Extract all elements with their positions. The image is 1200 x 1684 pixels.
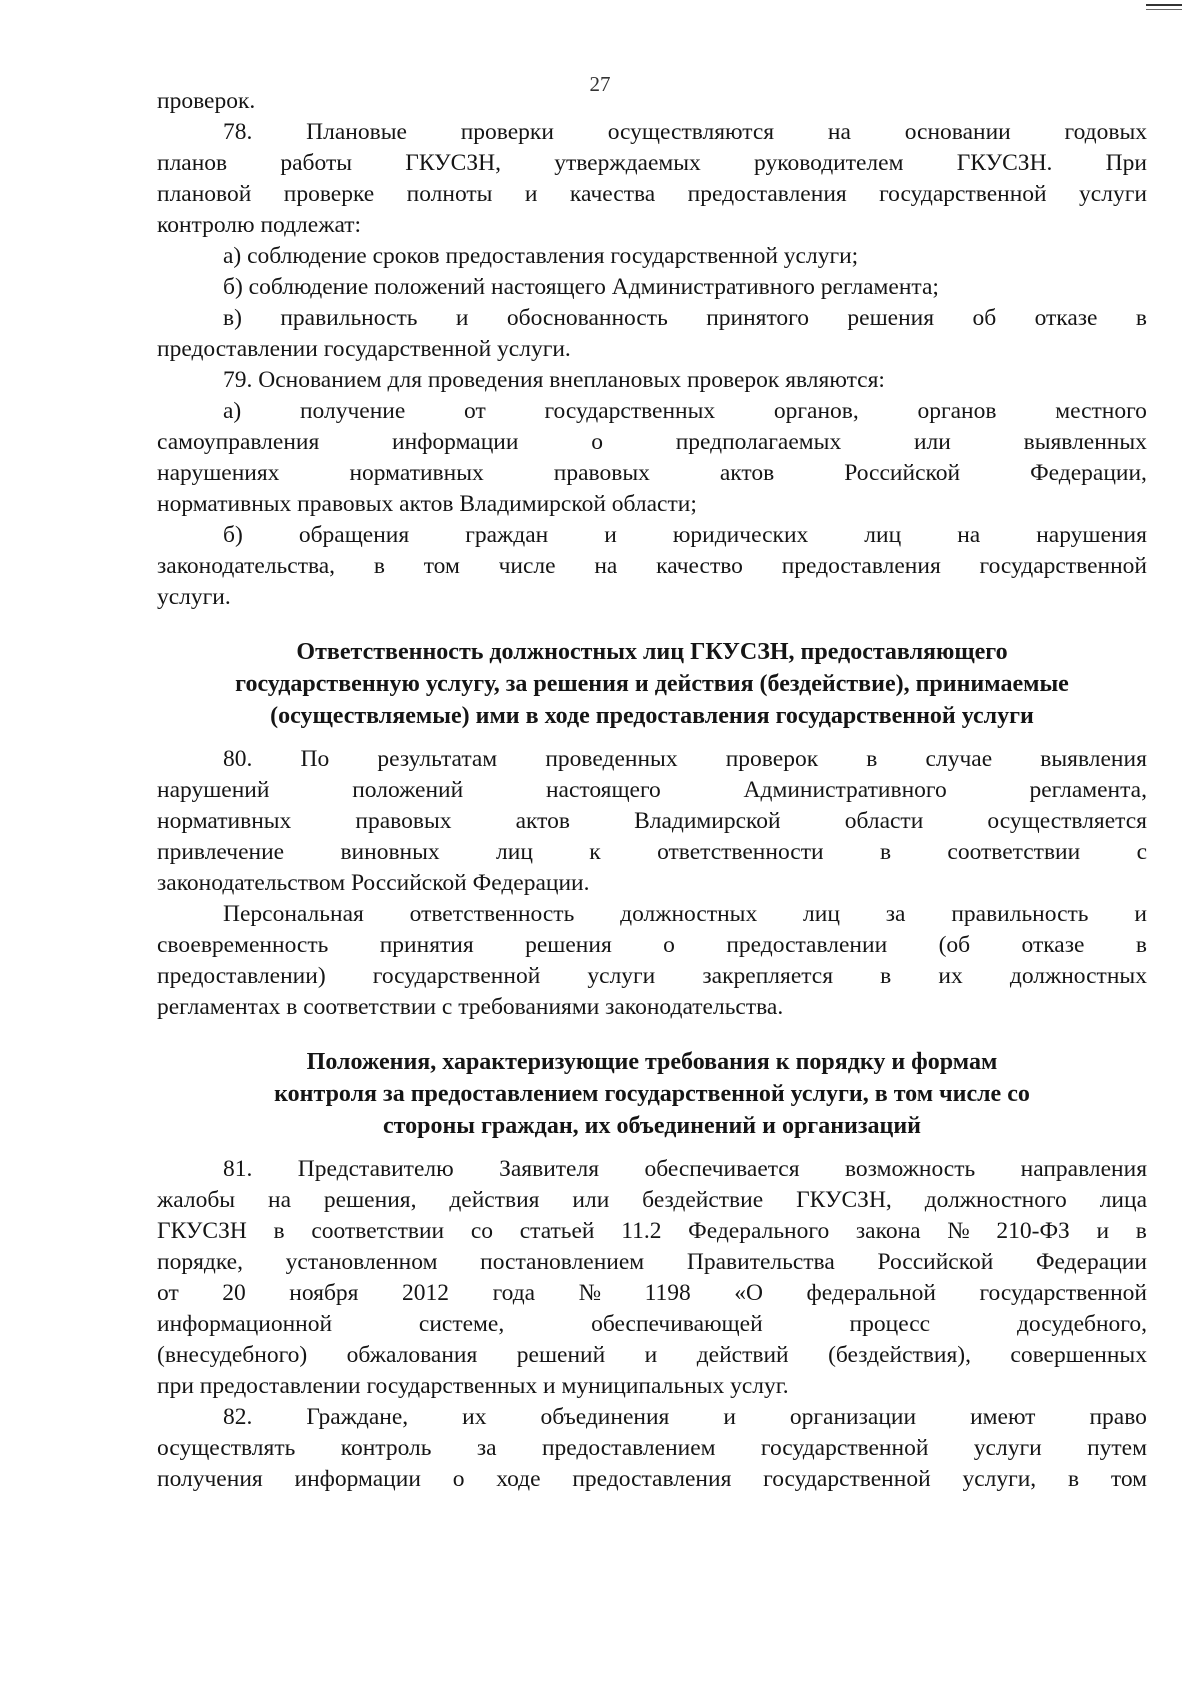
- word: соответствии: [311, 1218, 445, 1244]
- word: привлечение: [157, 839, 285, 865]
- word: федеральной: [806, 1280, 936, 1306]
- word: года: [492, 1280, 536, 1306]
- word: Владимирской: [634, 808, 781, 834]
- word: услуги: [1079, 181, 1147, 207]
- word: статьей: [519, 1218, 595, 1244]
- word: 20: [222, 1280, 246, 1306]
- word: организации: [789, 1404, 917, 1430]
- word: на: [827, 119, 851, 145]
- word: государственной: [760, 1435, 929, 1461]
- word: действий: [696, 1342, 789, 1368]
- word: за: [885, 901, 906, 927]
- word: 2012: [402, 1280, 450, 1306]
- word: и: [524, 181, 538, 207]
- section-heading-line: стороны граждан, их объединений и организаций: [382, 1113, 921, 1139]
- word: должностных: [620, 901, 758, 927]
- word: планов: [157, 150, 228, 176]
- word: «О: [734, 1280, 763, 1306]
- word: и: [455, 305, 469, 331]
- word: получения: [157, 1466, 263, 1492]
- word: информационной: [157, 1311, 333, 1337]
- word: направления: [1020, 1156, 1147, 1182]
- word: числе: [498, 553, 556, 579]
- word: Персональная: [223, 901, 364, 927]
- word: случае: [925, 746, 993, 772]
- word: и: [604, 522, 617, 548]
- paragraph-first-line: [157, 303, 1147, 334]
- word: обоснованность: [506, 305, 668, 331]
- word: законодательства,: [157, 553, 336, 579]
- word: полноты: [406, 181, 493, 207]
- word: жалобы: [157, 1187, 236, 1213]
- text-line: [157, 458, 1147, 489]
- word: 80.: [223, 746, 253, 772]
- text-line: нормативных правовых актов Владимирской области;: [157, 491, 697, 517]
- word: объединения: [540, 1404, 670, 1430]
- scan-corner-mark: [1146, 4, 1182, 10]
- word: в: [273, 1218, 285, 1244]
- word: Плановые: [306, 119, 407, 145]
- page-number: 27: [589, 72, 611, 96]
- word: основании: [904, 119, 1011, 145]
- text-line: проверок.: [157, 88, 256, 114]
- word: органов: [917, 398, 997, 424]
- word: предоставлении: [726, 932, 888, 958]
- paragraph-first-line: [157, 1402, 1147, 1433]
- word: за: [476, 1435, 497, 1461]
- word: 1198: [644, 1280, 691, 1306]
- word: актов: [515, 808, 570, 834]
- paragraph-first-line: а) соблюдение сроков предоставления государственной услуги;: [223, 243, 859, 269]
- word: правовых: [355, 808, 452, 834]
- word: и: [723, 1404, 736, 1430]
- word: в): [223, 305, 242, 331]
- text-line: [157, 961, 1147, 992]
- word: государственной: [979, 1280, 1147, 1306]
- word: годовых: [1064, 119, 1147, 145]
- word: ответственности: [657, 839, 824, 865]
- word: услуги: [973, 1435, 1042, 1461]
- word: выявленных: [1023, 429, 1147, 455]
- word: плановой: [157, 181, 252, 207]
- word: действия: [449, 1187, 540, 1213]
- word: ноября: [289, 1280, 359, 1306]
- word: утверждаемых: [554, 150, 701, 176]
- text-line: [157, 1340, 1147, 1371]
- word: лица: [1099, 1187, 1147, 1213]
- word: их: [462, 1404, 487, 1430]
- word: предоставления: [687, 181, 847, 207]
- word: Граждане,: [306, 1404, 409, 1430]
- word: контроль: [340, 1435, 432, 1461]
- word: и: [1096, 1218, 1110, 1244]
- word: руководителем: [754, 150, 904, 176]
- word: Представителю: [297, 1156, 454, 1182]
- paragraph-first-line: [157, 744, 1147, 775]
- word: том: [423, 553, 460, 579]
- word: обеспечивается: [644, 1156, 800, 1182]
- text-line: [157, 1464, 1147, 1495]
- word: со: [470, 1218, 494, 1244]
- word: соответствии: [947, 839, 1081, 865]
- word: работы: [280, 150, 353, 176]
- word: лиц: [864, 522, 902, 548]
- word: результатам: [377, 746, 498, 772]
- word: ГКУСЗН,: [405, 150, 501, 176]
- word: возможность: [844, 1156, 976, 1182]
- word: информации: [392, 429, 519, 455]
- word: области: [844, 808, 924, 834]
- document-body: [157, 86, 1147, 1495]
- word: совершенных: [1010, 1342, 1147, 1368]
- text-line: услуги.: [157, 584, 231, 610]
- paragraph-first-line: 79. Основанием для проведения внеплановых проверок являются:: [223, 367, 885, 393]
- word: лиц: [803, 901, 840, 927]
- word: ходе: [496, 1466, 541, 1492]
- word: в: [1135, 1218, 1147, 1244]
- word: и: [644, 1342, 658, 1368]
- section-heading-line: Ответственность должностных лиц ГКУСЗН, предоставляющего: [296, 639, 1008, 665]
- word: и: [1134, 901, 1147, 927]
- word: граждан: [465, 522, 549, 548]
- text-line: [157, 1216, 1147, 1247]
- text-line: [157, 1185, 1147, 1216]
- word: в: [1067, 1466, 1080, 1492]
- word: решения: [847, 305, 935, 331]
- word: нарушения: [1036, 522, 1147, 548]
- word: отказе: [1034, 305, 1098, 331]
- word: в: [880, 963, 892, 989]
- word: на: [594, 553, 618, 579]
- word: порядке,: [157, 1249, 243, 1275]
- block-spacer: [157, 613, 1147, 636]
- word: в: [866, 746, 878, 772]
- word: ГКУСЗН,: [796, 1187, 892, 1213]
- word: с: [1136, 839, 1147, 865]
- word: закона: [855, 1218, 921, 1244]
- word: а): [223, 398, 242, 424]
- word: Правительства: [686, 1249, 835, 1275]
- word: Федерального: [688, 1218, 830, 1244]
- word: виновных: [340, 839, 440, 865]
- word: По: [300, 746, 330, 772]
- word: государственной: [979, 553, 1147, 579]
- word: государственной: [879, 181, 1047, 207]
- word: к: [589, 839, 601, 865]
- word: должностного: [924, 1187, 1067, 1213]
- word: отказе: [1021, 932, 1085, 958]
- block-spacer: [157, 732, 1147, 744]
- word: обеспечивающей: [591, 1311, 763, 1337]
- word: 11.2: [621, 1218, 662, 1244]
- word: бездействие: [642, 1187, 764, 1213]
- word: (внесудебного): [157, 1342, 308, 1368]
- word: нарушений: [157, 777, 270, 803]
- word: услуги: [587, 963, 656, 989]
- word: от: [464, 398, 486, 424]
- word: на: [268, 1187, 292, 1213]
- text-line: [157, 1433, 1147, 1464]
- word: информации: [294, 1466, 421, 1492]
- word: закрепляется: [702, 963, 834, 989]
- word: 78.: [223, 119, 253, 145]
- word: Заявителя: [499, 1156, 600, 1182]
- word: нормативных: [349, 460, 484, 486]
- word: решения,: [323, 1187, 417, 1213]
- word: том: [1110, 1466, 1147, 1492]
- word: проверке: [283, 181, 375, 207]
- word: процесс: [849, 1311, 931, 1337]
- word: настоящего: [545, 777, 661, 803]
- word: проведенных: [545, 746, 678, 772]
- word: самоуправления: [157, 429, 320, 455]
- text-line: [157, 775, 1147, 806]
- word: юридических: [672, 522, 809, 548]
- word: получение: [299, 398, 406, 424]
- text-line: законодательством Российской Федерации.: [157, 870, 590, 896]
- word: правильность: [280, 305, 418, 331]
- block-spacer: [157, 1023, 1147, 1046]
- word: ответственность: [409, 901, 575, 927]
- word: Российской: [844, 460, 961, 486]
- word: органов,: [773, 398, 859, 424]
- word: на: [957, 522, 981, 548]
- word: имеют: [970, 1404, 1036, 1430]
- word: проверки: [460, 119, 554, 145]
- text-line: контролю подлежат:: [157, 212, 362, 238]
- word: о: [452, 1466, 465, 1492]
- paragraph-first-line: [157, 899, 1147, 930]
- word: (об: [938, 932, 971, 958]
- word: в: [1135, 305, 1147, 331]
- text-line: [157, 1309, 1147, 1340]
- word: или: [572, 1187, 610, 1213]
- word: право: [1089, 1404, 1147, 1430]
- word: б): [223, 522, 243, 548]
- text-line: [157, 930, 1147, 961]
- word: лиц: [496, 839, 533, 865]
- word: принятого: [706, 305, 809, 331]
- word: При: [1105, 150, 1147, 176]
- text-line: [157, 179, 1147, 210]
- word: предполагаемых: [675, 429, 842, 455]
- word: правильность: [951, 901, 1089, 927]
- text-line: [157, 837, 1147, 868]
- word: обжалования: [346, 1342, 478, 1368]
- word: нарушениях: [157, 460, 280, 486]
- text-line: [157, 806, 1147, 837]
- word: предоставлении): [157, 963, 326, 989]
- word: установленном: [285, 1249, 438, 1275]
- word: предоставления: [781, 553, 941, 579]
- section-heading-line: государственную услугу, за решения и действия (бездействие), принимаемые: [235, 671, 1069, 697]
- word: местного: [1055, 398, 1147, 424]
- text-line: при предоставлении государственных и муниципальных услуг.: [157, 1373, 789, 1399]
- word: (бездействия),: [828, 1342, 971, 1368]
- word: Административного: [743, 777, 947, 803]
- paragraph-first-line: [157, 520, 1147, 551]
- word: осуществлять: [157, 1435, 296, 1461]
- text-line: [157, 1247, 1147, 1278]
- text-line: [157, 551, 1147, 582]
- word: нормативных: [157, 808, 292, 834]
- word: 82.: [223, 1404, 253, 1430]
- word: государственных: [544, 398, 716, 424]
- word: 210-ФЗ: [996, 1218, 1070, 1244]
- paragraph-first-line: [157, 396, 1147, 427]
- word: Российской: [877, 1249, 994, 1275]
- word: регламента,: [1029, 777, 1147, 803]
- text-line: предоставлении государственной услуги.: [157, 336, 571, 362]
- word: решений: [516, 1342, 606, 1368]
- word: решения: [525, 932, 612, 958]
- word: предоставления: [572, 1466, 732, 1492]
- word: в: [373, 553, 385, 579]
- section-heading-line: Положения, характеризующие требования к порядку и формам: [306, 1049, 998, 1075]
- paragraph-first-line: б) соблюдение положений настоящего Административного регламента;: [223, 274, 939, 300]
- text-line: [157, 1278, 1147, 1309]
- word: о: [663, 932, 675, 958]
- word: ГКУСЗН.: [956, 150, 1053, 176]
- word: качества: [569, 181, 656, 207]
- word: своевременность: [157, 932, 329, 958]
- word: об: [972, 305, 997, 331]
- word: постановлением: [480, 1249, 645, 1275]
- word: услуги,: [962, 1466, 1037, 1492]
- word: №: [947, 1218, 970, 1244]
- word: принятия: [379, 932, 474, 958]
- block-spacer: [157, 1142, 1147, 1154]
- word: положений: [352, 777, 464, 803]
- paragraph-first-line: [157, 1154, 1147, 1185]
- word: их: [938, 963, 963, 989]
- word: проверок: [725, 746, 819, 772]
- word: должностных: [1009, 963, 1147, 989]
- word: осуществляются: [607, 119, 775, 145]
- text-line: регламентах в соответствии с требованиями законодательства.: [157, 994, 784, 1020]
- word: Федерации,: [1030, 460, 1147, 486]
- paragraph-first-line: [157, 117, 1147, 148]
- word: государственной: [372, 963, 541, 989]
- word: предоставлением: [541, 1435, 716, 1461]
- word: выявления: [1040, 746, 1147, 772]
- word: путем: [1087, 1435, 1147, 1461]
- word: качество: [656, 553, 743, 579]
- section-heading-line: (осуществляемые) ими в ходе предоставления государственной услуги: [270, 703, 1034, 729]
- word: правовых: [553, 460, 650, 486]
- word: досудебного,: [1016, 1311, 1147, 1337]
- word: ГКУСЗН: [157, 1218, 247, 1244]
- section-heading-line: контроля за предоставлением государственной услуги, в том числе со: [274, 1081, 1030, 1107]
- word: государственной: [763, 1466, 931, 1492]
- word: о: [591, 429, 603, 455]
- word: или: [913, 429, 951, 455]
- word: от: [157, 1280, 179, 1306]
- text-line: [157, 148, 1147, 179]
- word: осуществляется: [987, 808, 1147, 834]
- word: в: [1135, 932, 1147, 958]
- word: обращения: [298, 522, 410, 548]
- word: в: [879, 839, 892, 865]
- word: Федерации: [1035, 1249, 1147, 1275]
- word: 81.: [223, 1156, 253, 1182]
- word: системе,: [418, 1311, 505, 1337]
- word: актов: [719, 460, 775, 486]
- word: №: [578, 1280, 602, 1306]
- text-line: [157, 427, 1147, 458]
